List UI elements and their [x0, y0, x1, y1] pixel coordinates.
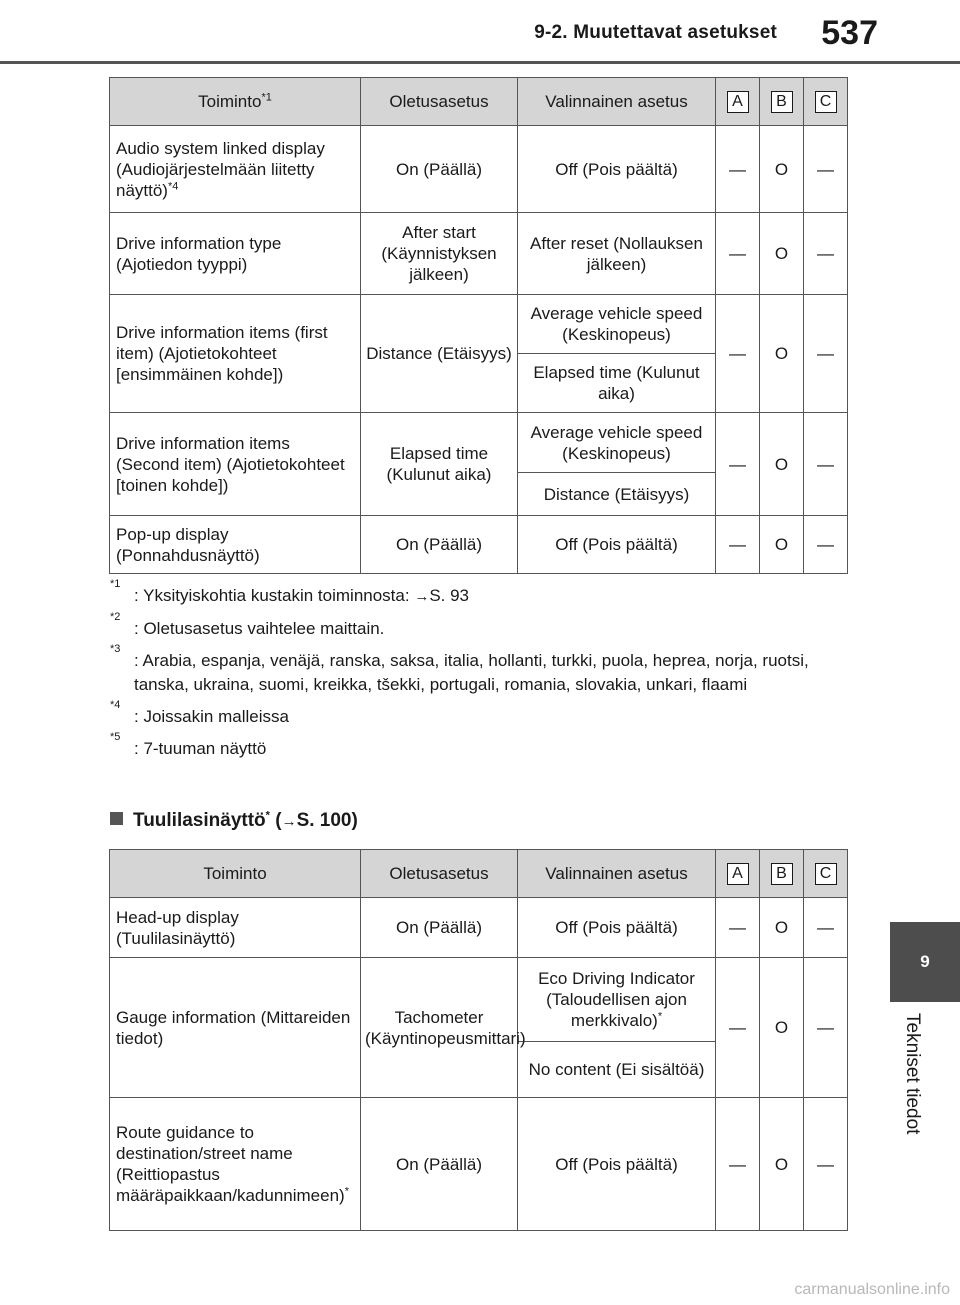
default-cell: On (Päällä) — [361, 1098, 518, 1231]
function-cell: Head-up display (Tuulilasinäyttö) — [110, 898, 361, 958]
c-cell: — — [804, 295, 848, 413]
chapter-number: 9 — [920, 952, 930, 971]
a-cell: — — [716, 958, 760, 1098]
col-c: C — [804, 78, 848, 126]
chapter-label: Tekniset tiedot — [902, 1013, 923, 1135]
arrow-right-icon: → — [281, 813, 297, 830]
default-cell: Distance (Etäisyys) — [361, 295, 518, 413]
c-cell: — — [804, 126, 848, 213]
option-cell: Distance (Etäisyys) — [518, 473, 716, 516]
table-row — [110, 413, 848, 473]
section-title: 9-2. Muutettavat asetukset — [534, 22, 777, 43]
default-cell: On (Päällä) — [361, 516, 518, 574]
footnote: *2 : Oletusasetus vaihtelee maittain. — [110, 611, 385, 638]
header-rule — [0, 61, 960, 64]
col-default: Oletusasetus — [361, 850, 518, 898]
col-c: C — [804, 850, 848, 898]
settings-table-2 — [109, 849, 848, 1231]
c-cell: — — [804, 213, 848, 295]
settings-table-1 — [109, 77, 848, 574]
page-reference-link[interactable]: S. 93 — [429, 586, 470, 605]
chapter-tab — [890, 922, 960, 1002]
a-cell: — — [716, 1098, 760, 1231]
function-cell: Drive information items (Second item) (Ajotietokohteet [toinen kohde]) — [110, 413, 361, 516]
footnote: *3 : Arabia, espanja, venäjä, ranska, saksa, italia, hollanti, turkki, puola, heprea, norja, ruotsi, tanska, ukraina, suomi, kreikka, tšekki, portugali, romania, slovakia, unkari, flaami — [110, 643, 809, 694]
a-cell: — — [716, 213, 760, 295]
option-cell: Off (Pois päältä) — [518, 126, 716, 213]
footnote: *4 : Joissakin malleissa — [110, 699, 289, 726]
default-cell: On (Päällä) — [361, 898, 518, 958]
option-cell: Average vehicle speed (Keskinopeus) — [518, 295, 716, 354]
table-row — [110, 126, 848, 213]
footnote: *5 : 7-tuuman näyttö — [110, 731, 267, 758]
c-cell: — — [804, 1098, 848, 1231]
a-cell: — — [716, 126, 760, 213]
col-option: Valinnainen asetus — [518, 850, 716, 898]
table-row — [110, 898, 848, 958]
function-cell: Drive information items (first item) (Ajotietokohteet [ensimmäinen kohde]) — [110, 295, 361, 413]
arrow-right-icon: → — [414, 588, 430, 605]
c-cell: — — [804, 958, 848, 1098]
b-cell: O — [760, 516, 804, 574]
a-cell: — — [716, 295, 760, 413]
b-cell: O — [760, 126, 804, 213]
option-cell: No content (Ei sisältöä) — [518, 1042, 716, 1098]
option-cell: After reset (Nollauksen jälkeen) — [518, 213, 716, 295]
col-option: Valinnainen asetus — [518, 78, 716, 126]
c-cell: — — [804, 898, 848, 958]
b-cell: O — [760, 213, 804, 295]
option-cell: Average vehicle speed (Keskinopeus) — [518, 413, 716, 473]
default-cell: After start (Käynnistyksen jälkeen) — [361, 213, 518, 295]
square-bullet-icon — [110, 812, 123, 825]
default-cell: Tachometer (Käyntinopeusmittari) — [361, 958, 518, 1098]
option-cell: Off (Pois päältä) — [518, 1098, 716, 1231]
page-number: 537 — [821, 14, 878, 52]
table-row — [110, 516, 848, 574]
function-cell: Audio system linked display (Audiojärjestelmään liitetty näyttö)$^{*4}$ — [110, 126, 361, 213]
option-cell: Off (Pois päältä) — [518, 898, 716, 958]
col-a: A — [716, 78, 760, 126]
function-cell: Pop-up display (Ponnahdusnäyttö) — [110, 516, 361, 574]
function-cell: Route guidance to destination/street name (Reittiopastus määräpaikkaan/kadunnimeen)* — [110, 1098, 361, 1231]
col-function: Toiminto — [110, 850, 361, 898]
function-cell: Drive information type (Ajotiedon tyyppi) — [110, 213, 361, 295]
col-a: A — [716, 850, 760, 898]
col-function: Toiminto$^{*1}$ — [110, 78, 361, 126]
b-cell: O — [760, 958, 804, 1098]
table-row — [110, 213, 848, 295]
function-cell: Gauge information (Mittareiden tiedot) — [110, 958, 361, 1098]
b-cell: O — [760, 295, 804, 413]
a-cell: — — [716, 898, 760, 958]
a-cell: — — [716, 413, 760, 516]
b-cell: O — [760, 898, 804, 958]
b-cell: O — [760, 1098, 804, 1231]
option-cell: Eco Driving Indicator (Taloudellisen ajon merkkivalo)* — [518, 958, 716, 1042]
table-header-row — [110, 78, 848, 126]
c-cell: — — [804, 413, 848, 516]
default-cell: Elapsed time (Kulunut aika) — [361, 413, 518, 516]
c-cell: — — [804, 516, 848, 574]
footnote: *1 : Yksityiskohtia kustakin toiminnosta: →S. 93 — [110, 578, 470, 605]
section-heading: Tuulilasinäyttö* (→S. 100) — [110, 810, 358, 832]
table-row — [110, 958, 848, 1042]
table-row — [110, 295, 848, 354]
default-cell: On (Päällä) — [361, 126, 518, 213]
col-b: B — [760, 850, 804, 898]
option-cell: Elapsed time (Kulunut aika) — [518, 354, 716, 413]
table-row — [110, 1098, 848, 1231]
table-header-row — [110, 850, 848, 898]
col-b: B — [760, 78, 804, 126]
option-cell: Off (Pois päältä) — [518, 516, 716, 574]
col-default: Oletusasetus — [361, 78, 518, 126]
page-reference-link[interactable]: S. 100 — [296, 810, 352, 831]
footnotes — [110, 578, 850, 769]
a-cell: — — [716, 516, 760, 574]
b-cell: O — [760, 413, 804, 516]
watermark: carmanualsonline.info — [794, 1281, 950, 1298]
